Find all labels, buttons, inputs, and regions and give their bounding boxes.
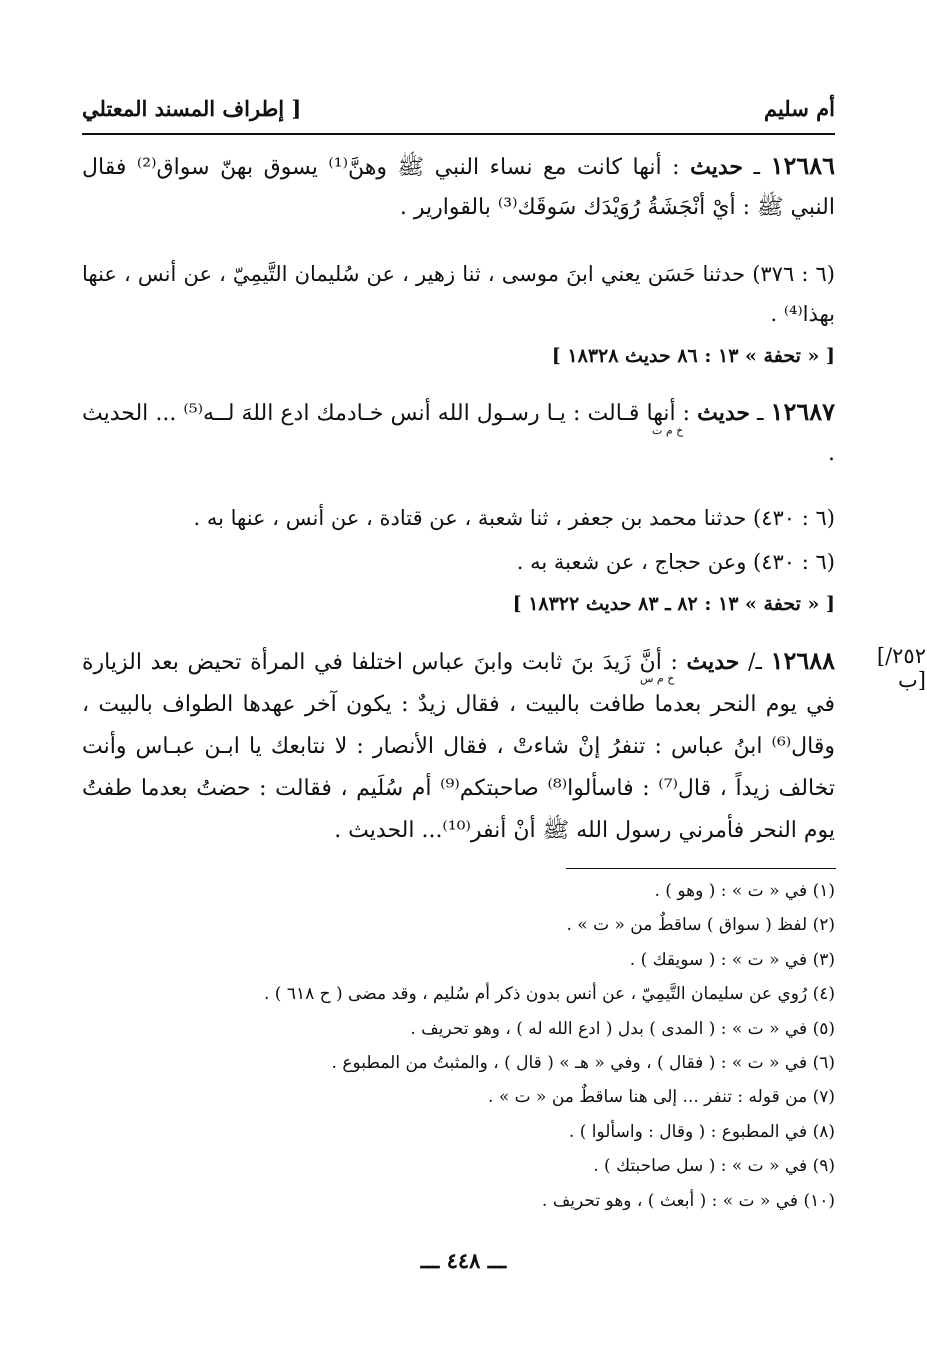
entry-text: : أنَّ زَيدَ بنَ ثابت وابنَ عباس اختلفا في المرأة تحيض بعد الزيارة في يوم النحر بعدما طافت بالبيت ، فقال زيدٌ : يكون آخر عهدها الطواف بالبيت ، وقال⁽⁶⁾ ابنُ عباس : تنفرُ إنْ شاءتْ ، فقال الأنصار : لا نتابعك يا ابـن عبـاس وأنت تخالف زيداً ، قال⁽⁷⁾ : فاسألوا⁽⁸⁾ صاحبتكم⁽⁹⁾ أم سُلَيم ، فقالت : حضتُ بعدما طفتُ يوم النحر فأمرني رسول الله ﷺ أنْ أنفر⁽¹⁰⁾... الحديث . (82, 650, 835, 843)
hadith-entry-12686 (82, 146, 835, 228)
footnotes (82, 874, 835, 1218)
running-header (82, 96, 835, 136)
entry-number: ١٢٦٨٨ (770, 646, 836, 675)
manuscript-folio-marker: [٢٥٢/ب] (876, 644, 926, 692)
entry-number: ١٢٦٨٧ (770, 397, 835, 426)
footnote-4: (٤) رُوي عن سليمان التَّيمِيّ ، عن أنس بدون ذكر أم سُليم ، وقد مضى ( ح ٦١٨ ) . (263, 984, 835, 1005)
footnote-1: (١) في « ت » : ( وهو ) . (654, 881, 835, 901)
entry-dash: ـ (749, 401, 771, 426)
hadith-entry-12688 (82, 640, 835, 852)
footnote-rule (566, 868, 836, 869)
isnad-12687: (٦ : ٤٣٠) حدثنا محمد بن جعفر ، ثنا شعبة ، عن قتادة ، عن أنس ، عنها به . (193, 506, 835, 530)
siglum-12687: خ م ت (652, 424, 684, 437)
isnad-12686: (٦ : ٣٧٦) حدثنا حَسَن يعني ابنَ موسى ، ثنا زهير ، عن سُليمان التَّيمِيّ ، عن أنس ، عنها بهذا⁽⁴⁾ . (82, 262, 835, 326)
siglum-12688: خ م س (640, 672, 675, 685)
entry-number: ١٢٦٨٦ (770, 151, 836, 180)
footnote-9: (٩) في « ت » : ( سل صاحبتك ) . (593, 1156, 835, 1177)
footnote-8: (٨) في المطبوع : ( وقال : واسألوا ) . (568, 1121, 835, 1142)
tuhfa-ref-12687: [ « تحفة » ١٣ : ٨٢ ـ ٨٣ حديث ١٨٣٢٢ ] (512, 593, 835, 615)
entry-dash: ـ/ (739, 650, 771, 675)
entry-keyword: حديث (690, 154, 743, 180)
entry-dash: ـ (743, 155, 771, 180)
footnote-7: (٧) من قوله : تنفر ... إلى هنا ساقطٌ من « ت » . (488, 1087, 835, 1108)
footnote-5: (٥) في « ت » : ( المدى ) بدل ( ادع الله له ) ، وهو تحريف . (410, 1018, 835, 1039)
hadith-entry-12687 (82, 392, 835, 474)
footnote-2: (٢) لفظ ( سواق ) ساقطٌ من « ت » . (566, 915, 835, 936)
footnote-6: (٦) في « ت » : ( فقال ) ، وفي « هـ » ( قال ) ، والمثبتُ من المطبوع . (331, 1053, 835, 1074)
footnote-3: (٣) في « ت » : ( سويقك ) . (629, 949, 835, 970)
entry-keyword: حديث (686, 649, 740, 675)
header-rule (82, 133, 835, 135)
header-book-title: [ إطراف المسند المعتلي (82, 96, 302, 121)
footnote-10: (١٠) في « ت » : ( أبعث ) ، وهو تحريف . (541, 1190, 835, 1211)
header-section-title: أم سليم (763, 96, 835, 121)
tuhfa-ref-12686: [ « تحفة » ١٣ : ٨٦ حديث ١٨٣٢٨ ] (551, 345, 835, 367)
page-number: ـــ ٤٤٨ ـــ (420, 1248, 507, 1273)
isnad-12687-alt: (٦ : ٤٣٠) وعن حجاج ، عن شعبة به . (516, 550, 835, 574)
entry-text: : أنها كانت مع نساء النبي ﷺ وهنَّ⁽¹⁾ يسوق بهنّ سواق⁽²⁾ فقال النبي ﷺ : أيْ أنْجَشَةُ رُوَيْدَك سَوقَك⁽³⁾ بالقوارير . (82, 155, 835, 220)
entry-keyword: حديث (697, 400, 750, 426)
entry-text: : أنها قـالت : يـا رسـول الله أنس خـادمك ادع اللهَ لــه⁽⁵⁾ ... الحديث . (82, 401, 835, 466)
